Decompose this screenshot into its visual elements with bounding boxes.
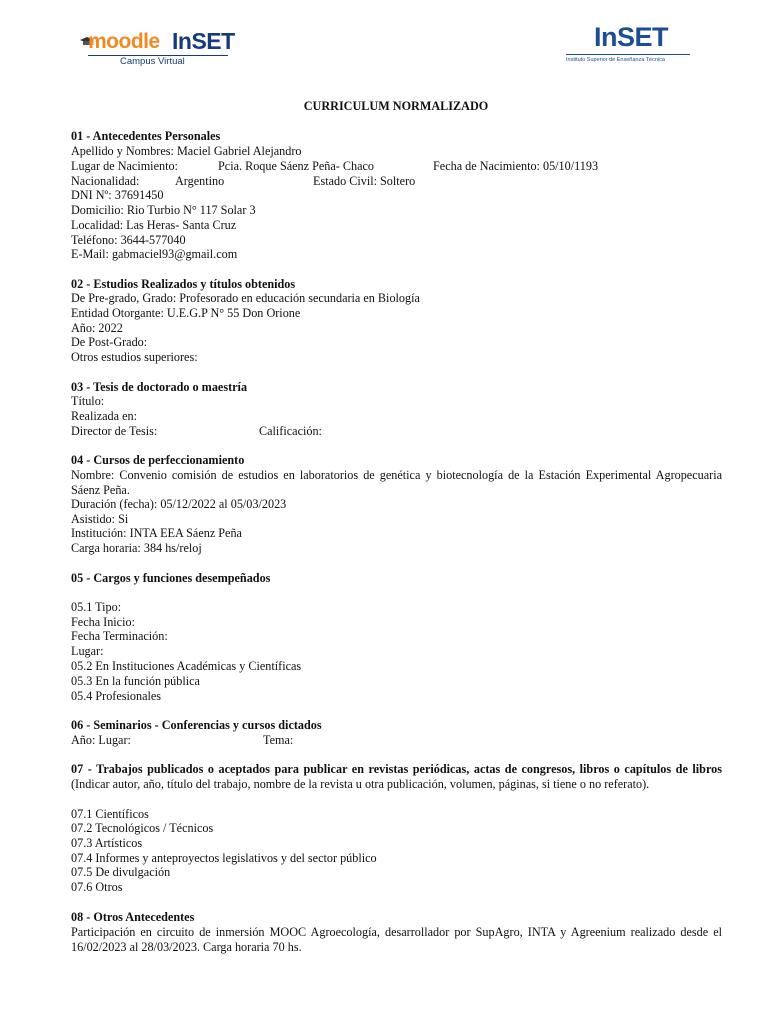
inset-logo: [562, 22, 692, 70]
entidad-otorgante: Entidad Otorgante: U.E.G.P N° 55 Don Orione: [71, 306, 301, 320]
trabajos-tecnologicos: 07.2 Tecnológicos / Técnicos: [71, 821, 214, 835]
trabajos-informes: 07.4 Informes y anteproyectos legislativos y del sector público: [71, 851, 377, 865]
campus-virtual-label: Campus Virtual: [120, 56, 185, 67]
curso-nombre: Nombre: Convenio comisión de estudios en laboratorios de genética y biotecnología de la Estación Experimental Agropecuaria Sáenz Peña.: [71, 468, 722, 497]
localidad: Localidad: Las Heras- Santa Cruz: [71, 218, 237, 232]
apellido-nombres: Apellido y Nombres: Maciel Gabriel Alejandro: [71, 144, 302, 158]
director-tesis: Director de Tesis:: [71, 424, 158, 438]
section-02-heading: 02 - Estudios Realizados y títulos obtenidos: [71, 277, 296, 291]
cargo-profesionales: 05.4 Profesionales: [71, 689, 162, 703]
domicilio: Domicilio: Rio Turbio N° 117 Solar 3: [71, 203, 256, 217]
cargo-lugar: Lugar:: [71, 644, 104, 658]
pregrado: De Pre-grado, Grado: Profesorado en educación secundaria en Biología: [71, 291, 420, 305]
section-01-heading: 01 - Antecedentes Personales: [71, 129, 221, 143]
otros-antecedentes-text: Participación en circuito de inmersión MOOC Agroecología, desarrollador por SupAgro, INTA y Agreenium realizado desde el 16/02/2023 al 28/03/2023. Carga horaria 70 hs.: [71, 925, 722, 954]
seminario-anio-lugar: Año: Lugar:: [71, 733, 131, 747]
curso-institucion: Institución: INTA EEA Sáenz Peña: [71, 526, 242, 540]
curso-carga: Carga horaria: 384 hs/reloj: [71, 541, 202, 555]
section-07-heading: [71, 762, 722, 792]
tesis-realizada: Realizada en:: [71, 409, 137, 423]
posgrado: De Post-Grado:: [71, 335, 148, 349]
telefono: Teléfono: 3644-577040: [71, 233, 186, 247]
seminario-tema: Tema:: [263, 733, 294, 747]
cargo-instituciones: 05.2 En Instituciones Académicas y Científicas: [71, 659, 302, 673]
moodle-wordmark: moodle: [88, 30, 160, 53]
lugar-nacimiento-value: Pcia. Roque Sáenz Peña- Chaco: [218, 159, 375, 173]
otros-estudios: Otros estudios superiores:: [71, 350, 198, 364]
lugar-nacimiento-label: Lugar de Nacimiento:: [71, 159, 178, 173]
section-08-heading: 08 - Otros Antecedentes: [71, 910, 195, 924]
section-05-heading: 05 - Cargos y funciones desempeñados: [71, 571, 271, 585]
cargo-funcion-publica: 05.3 En la función pública: [71, 674, 200, 688]
nacionalidad-value: Argentino: [175, 174, 225, 188]
section-03-heading: 03 - Tesis de doctorado o maestría: [71, 380, 248, 394]
anio-titulo: Año: 2022: [71, 321, 123, 335]
dni: DNI Nº: 37691450: [71, 188, 164, 202]
inset-logo-subtitle: Instituto Superior de Enseñanza Técnica: [566, 57, 665, 63]
estado-civil: Estado Civil: Soltero: [313, 174, 416, 188]
inset-logo-wordmark: InSET: [594, 22, 669, 52]
section-04-heading: 04 - Cursos de perfeccionamiento: [71, 453, 245, 467]
calificacion: Calificación:: [259, 424, 322, 438]
cargo-tipo: 05.1 Tipo:: [71, 600, 122, 614]
cargo-fecha-terminacion: Fecha Terminación:: [71, 629, 168, 643]
trabajos-otros: 07.6 Otros: [71, 880, 123, 894]
nacionalidad-label: Nacionalidad:: [71, 174, 140, 188]
section-07-heading-bold: 07 - Trabajos publicados o aceptados para publicar en revistas periódicas, actas de congresos, libros o capítulos de libros: [71, 762, 722, 776]
document-title: CURRICULUM NORMALIZADO: [303, 99, 489, 113]
cargo-fecha-inicio: Fecha Inicio:: [71, 615, 135, 629]
section-07-heading-note: (Indicar autor, año, título del trabajo, nombre de la revista u otra publicación, volumen, páginas, si tiene o no referato).: [71, 777, 650, 791]
curso-asistido: Asistido: Si: [71, 512, 129, 526]
trabajos-divulgacion: 07.5 De divulgación: [71, 865, 171, 879]
fecha-nacimiento: Fecha de Nacimiento: 05/10/1193: [433, 159, 599, 173]
email: E-Mail: gabmaciel93@gmail.com: [71, 247, 238, 261]
trabajos-cientificos: 07.1 Científicos: [71, 807, 149, 821]
curso-duracion: Duración (fecha): 05/12/2022 al 05/03/2023: [71, 497, 287, 511]
trabajos-artisticos: 07.3 Artísticos: [71, 836, 143, 850]
section-06-heading: 06 - Seminarios - Conferencias y cursos dictados: [71, 718, 322, 732]
tesis-titulo: Título:: [71, 394, 105, 408]
inset-wordmark: InSET: [172, 28, 235, 54]
inset-logo-rule: [566, 54, 690, 55]
moodle-inset-logo: [80, 28, 235, 70]
